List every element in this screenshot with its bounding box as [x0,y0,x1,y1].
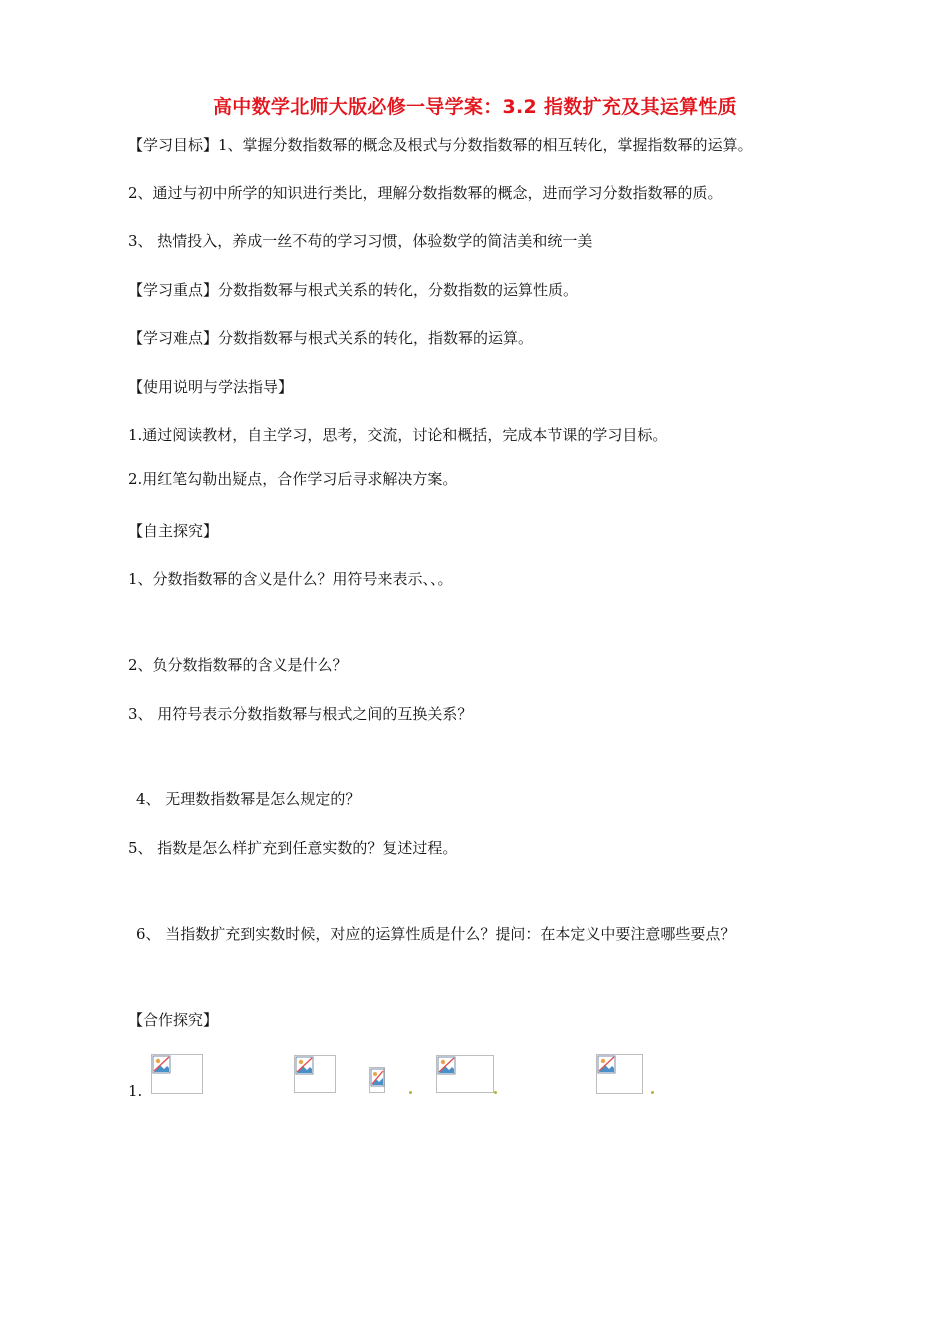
page-title: 高中数学北师大版必修一导学案：3.2 指数扩充及其运算性质 [213,96,737,118]
key-points [128,280,578,300]
objectives-line-1 [128,135,753,155]
decorative-dot [494,1091,497,1094]
self-study-question-1: 1、分数指数幂的含义是什么？用符号来表示、、。 [128,570,453,588]
usage-guide-item-1: 1.通过阅读教材，自主学习，思考，交流，讨论和概括，完成本节课的学习目标。 [128,426,668,444]
broken-image-icon [369,1067,385,1093]
decorative-dot [651,1091,654,1094]
objectives-label: 【学习目标】 [128,136,219,154]
cooperative-label: 【合作探究】 [128,1011,219,1029]
broken-image-icon [294,1055,336,1093]
objective-item-2: 2、通过与初中所学的知识进行类比，理解分数指数幂的概念，进而学习分数指数幂的质。 [128,184,723,202]
objective-item-3: 3、 热情投入，养成一丝不苟的学习习惯，体验数学的简洁美和统一美 [128,232,593,250]
self-study-question-4: 4、 无理数指数幂是怎么规定的？ [136,790,361,808]
key-points-label: 【学习重点】 [128,281,219,299]
broken-image-icon [596,1054,643,1094]
self-study-question-6: 6、 当指数扩充到实数时候，对应的运算性质是什么？提问：在本定义中要注意哪些要点？ [136,925,736,943]
objective-item-1: 1、掌握分数指数幂的概念及根式与分数指数幂的相互转化，掌握指数幂的运算。 [218,136,753,154]
difficult-points-label: 【学习难点】 [128,329,219,347]
broken-image-icon [151,1054,203,1094]
difficult-points [128,328,533,348]
self-study-question-3: 3、 用符号表示分数指数幂与根式之间的互换关系？ [128,705,473,723]
self-study-question-5: 5、 指数是怎么样扩充到任意实数的？复述过程。 [128,839,458,857]
difficult-points-text: 分数指数幂与根式关系的转化，指数幂的运算。 [218,329,534,347]
self-study-question-2: 2、负分数指数幂的含义是什么？ [128,656,348,674]
self-study-label: 【自主探究】 [128,522,219,540]
decorative-dot [409,1091,412,1094]
usage-guide-item-2: 2.用红笔勾勒出疑点，合作学习后寻求解决方案。 [128,470,458,488]
key-points-text: 分数指数幂与根式关系的转化，分数指数的运算性质。 [218,281,579,299]
broken-image-icon [436,1055,494,1093]
cooperative-item-1-number: 1. [128,1082,143,1100]
usage-guide-label: 【使用说明与学法指导】 [128,378,294,396]
